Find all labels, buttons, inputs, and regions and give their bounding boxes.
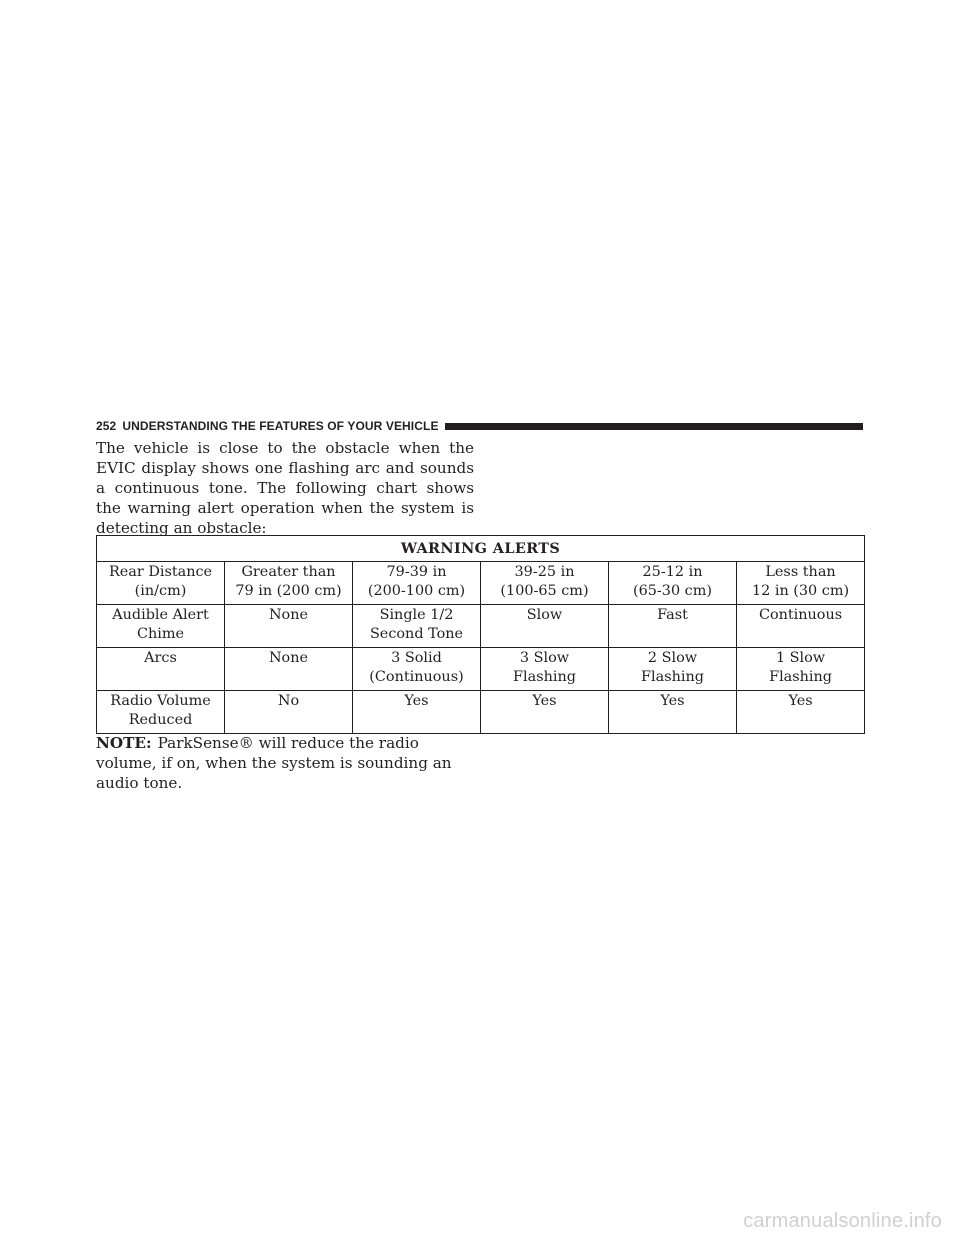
table-cell: 25-12 in (65-30 cm) — [609, 562, 737, 605]
row-label-radio-volume: Radio Volume Reduced — [97, 691, 225, 734]
table-cell: 79-39 in (200-100 cm) — [353, 562, 481, 605]
table-title: WARNING ALERTS — [97, 536, 865, 562]
warning-alerts-table — [96, 535, 865, 734]
section-title: UNDERSTANDING THE FEATURES OF YOUR VEHICLE — [122, 419, 439, 433]
table-row — [97, 691, 865, 734]
table-title-row — [97, 536, 865, 562]
table-cell: Greater than 79 in (200 cm) — [225, 562, 353, 605]
watermark: carmanualsonline.info — [743, 1210, 942, 1232]
table-cell: No — [225, 691, 353, 734]
table-cell: 39-25 in (100-65 cm) — [481, 562, 609, 605]
header-rule — [445, 423, 863, 430]
intro-paragraph: The vehicle is close to the obstacle when the EVIC display shows one flashing arc and sounds a continuous tone. The following chart shows the warning alert operation when the system is detecting an obstacle: — [96, 439, 474, 537]
table-cell: Single 1/2 Second Tone — [353, 605, 481, 648]
page-header — [96, 419, 863, 433]
note-text: ParkSense® will reduce the radio volume, if on, when the system is sounding an audio tone. — [96, 734, 452, 792]
row-label-audible-alert: Audible Alert Chime — [97, 605, 225, 648]
page-number: 252 — [96, 419, 117, 433]
note-paragraph — [96, 733, 476, 793]
table-cell: Yes — [609, 691, 737, 734]
table-row — [97, 648, 865, 691]
table-cell: 2 Slow Flashing — [609, 648, 737, 691]
table-cell: Fast — [609, 605, 737, 648]
table-cell: 1 Slow Flashing — [737, 648, 865, 691]
note-label: NOTE: — [96, 734, 152, 752]
table-cell: None — [225, 648, 353, 691]
table-cell: Yes — [737, 691, 865, 734]
table-cell: 3 Slow Flashing — [481, 648, 609, 691]
table-cell: None — [225, 605, 353, 648]
table-cell: Less than 12 in (30 cm) — [737, 562, 865, 605]
table-cell: Yes — [353, 691, 481, 734]
row-label-rear-distance: Rear Distance (in/cm) — [97, 562, 225, 605]
row-label-arcs: Arcs — [97, 648, 225, 691]
table-cell: Slow — [481, 605, 609, 648]
table-row — [97, 605, 865, 648]
table-cell: Continuous — [737, 605, 865, 648]
table-cell: Yes — [481, 691, 609, 734]
table-row — [97, 562, 865, 605]
table-cell: 3 Solid (Continuous) — [353, 648, 481, 691]
